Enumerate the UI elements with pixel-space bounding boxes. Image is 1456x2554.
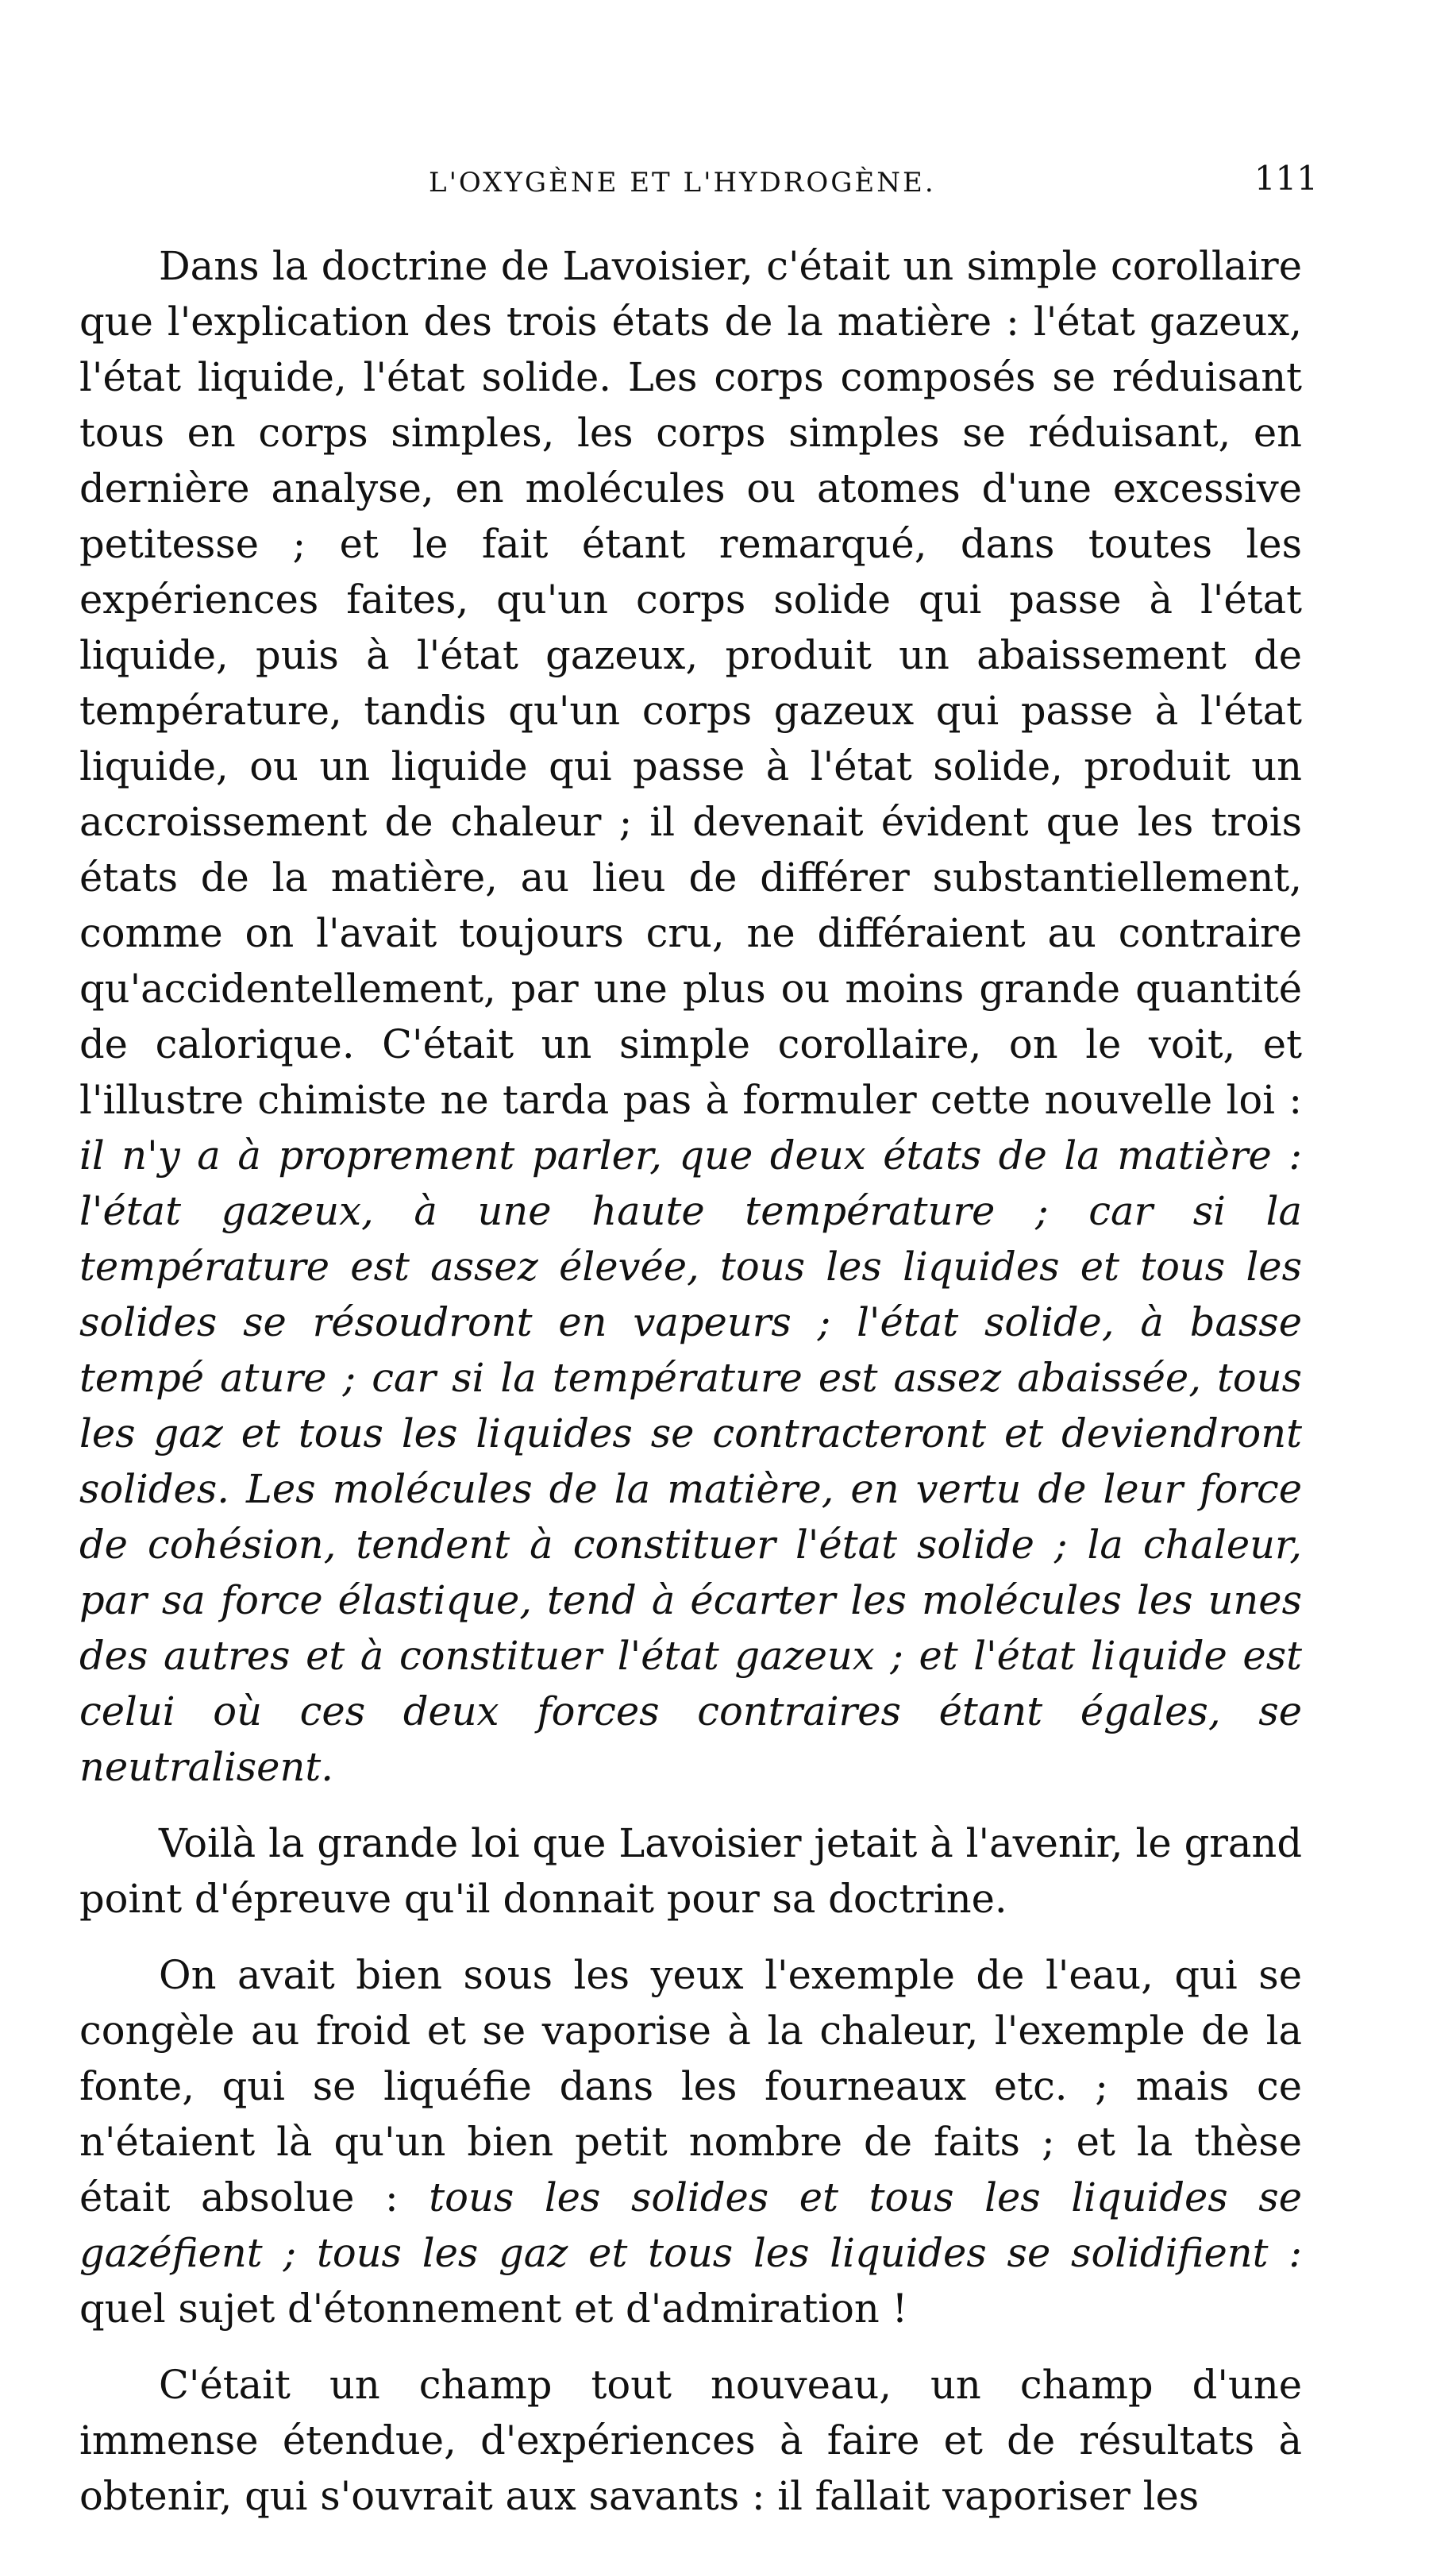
paragraph-champ-nouveau bbox=[79, 2357, 1302, 2524]
book-page bbox=[79, 159, 1318, 2524]
paragraph-text: C'était un champ tout nouveau, un champ d'une immense étendue, d'expériences à faire et de résultats à obtenir, qui s'ouvrait aux savants : il fallait vaporiser les bbox=[79, 2362, 1302, 2519]
paragraph-text: Dans la doctrine de Lavoisier, c'était un simple corollaire que l'explication des trois états de la matière : l'état gazeux, l'état liquide, l'état solide. Les corps composés se réduisant tous en corps simples, les corps simples se réduisant, en dernière analyse, en molécules ou atomes d'une excessive petitesse ; et le fait étant remarqué, dans toutes les expériences faites, qu'un corps solide qui passe à l'état liquide, puis à l'état gazeux, produit un abaissement de température, tandis qu'un corps gazeux qui passe à l'état liquide, ou un liquide qui passe à l'état solide, produit un accroissement de chaleur ; il devenait évident que les trois états de la matière, au lieu de différer substantiellement, comme on l'avait toujours cru, ne différaient au contraire qu'accidentellement, par une plus ou moins grande quantité de calorique. C'était un simple corollaire, on le voit, et l'illustre chimiste ne tarda pas à formuler cette nouvelle loi : bbox=[79, 243, 1302, 1123]
paragraph-text: On avait bien sous les yeux l'exemple de l'eau, qui se congèle au froid et se vaporise à la chaleur, l'exemple de la fonte, qui se liquéfie dans les fourneaux etc. ; mais ce n'étaient là qu'un bien petit nombre de faits ; et la thèse était absolue : bbox=[79, 1952, 1302, 2220]
page-number: 111 bbox=[1254, 159, 1318, 198]
paragraph-italic-law: il n'y a à proprement parler, que deux états de la matière : l'état gazeux, à une haute température ; car si la température est assez élevée, tous les liquides et tous les solides se résoudront en vapeurs ; l'état solide, à basse tempé ature ; car si la température est assez abaissée, tous les gaz et tous les liquides se contracteront et deviendront solides. Les molécules de la matière, en vertu de leur force de cohésion, tendent à constituer l'état solide ; la chaleur, par sa force élastique, tend à écarter les molécules les unes des autres et à constituer l'état gazeux ; et l'état liquide est celui où ces deux forces contraires étant égales, se neutralisent. bbox=[79, 1132, 1302, 1790]
running-head bbox=[79, 159, 1318, 206]
running-title: L'OXYGÈNE ET L'HYDROGÈNE. bbox=[429, 167, 936, 199]
paragraph-italic-thesis: tous les solides et tous les liquides se gazéfient ; tous les gaz et tous les liquides se solidifient : bbox=[79, 2174, 1302, 2276]
paragraph-text: quel sujet d'étonnement et d'admiration ! bbox=[79, 2286, 908, 2332]
paragraph-grande-loi bbox=[79, 1815, 1302, 1927]
paragraph-text: Voilà la grande loi que Lavoisier jetait à l'avenir, le grand point d'épreuve qu'il donnait pour sa doctrine. bbox=[79, 1820, 1302, 1922]
paragraph-lavoisier-doctrine bbox=[79, 238, 1302, 1795]
paragraph-exemple-eau bbox=[79, 1947, 1302, 2336]
